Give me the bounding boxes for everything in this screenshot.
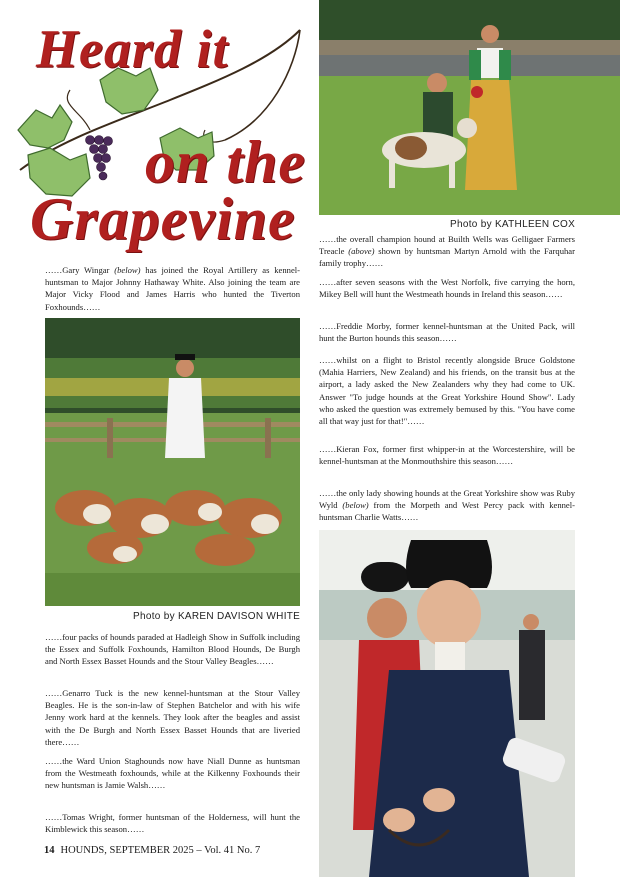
right-paragraph-3: ……Freddie Morby, former kennel-huntsman at the United Pack, will hunt the Burton hounds this season……	[319, 321, 575, 344]
right-paragraph-6	[319, 487, 575, 524]
left-paragraph-2: ……four packs of hounds paraded at Hadleigh Show in Suffolk including the Essex and Suffolk Foxhounds, Hamilton Blood Hounds, De Burgh and North Essex Basset Hounds and the Stour Valley Beagles……	[45, 632, 300, 667]
right-p6-text: ……the only lady showing hounds at the Great Yorkshire show was Ruby Wyld	[319, 488, 575, 511]
right-p1-text-2: shown by huntsman Martyn Arnold with the Farquhar family trophy……	[319, 246, 575, 269]
right-p6-text-2: from the Morpeth and West Percy pack with kennel-huntsman Charlie Watts……	[319, 500, 575, 523]
hound-show-photo	[319, 530, 575, 877]
left-p1-text-2: has joined the Royal Artillery as kennel-huntsman to Major Johnny Hathaway White. Also joining the team are Major Vicky Flood and James Harris who hunted the Tiverton Foxhounds……	[45, 265, 301, 312]
left-p1-text: ……Gary Wingar	[45, 265, 115, 275]
page-number: 14	[44, 845, 55, 856]
title-line-3: Grapevine	[30, 186, 296, 252]
left-paragraph-1	[45, 264, 300, 313]
footer-publication: HOUNDS, SEPTEMBER 2025 – Vol. 41 No. 7	[60, 845, 261, 856]
title-line-1: Heard it	[36, 19, 229, 79]
left-paragraph-5: ……Tomas Wright, former huntsman of the Holderness, will hunt the Kimblewick this season……	[45, 812, 300, 835]
right-paragraph-1	[319, 233, 575, 270]
title-line-2: on the	[145, 129, 307, 195]
right-p1-text: ……the overall champion hound at Builth Wells was Gelligaer Farmers Treacle	[319, 234, 575, 257]
right-paragraph-4: ……whilst on a flight to Bristol recently alongside Bruce Goldstone (Mahia Harriers, New Zealand) and his friends, on the transit bus at the airport, a lady asked the New Zealanders why they had come to UK. Answer "To judge hounds at the Great Yorkshire Hound Show". Lady who asked the question was extremely bemused by this. "You have come all that way just for that!"……	[319, 355, 575, 427]
right-paragraph-2: ……after seven seasons with the West Norfolk, five carrying the horn, Mikey Bell will hunt the Westmeath hounds in Ireland this season……	[319, 277, 575, 300]
left-p1-note: (below)	[114, 265, 141, 275]
right-p1-note: (above)	[348, 246, 375, 257]
page-footer	[44, 845, 260, 856]
left-paragraph-4: ……the Ward Union Staghounds now have Niall Dunne as huntsman from the Westmeath foxhounds, while at the Kilkenny Foxhounds their new huntsman is Jamie Walsh……	[45, 756, 300, 791]
right-p6-note: (below)	[342, 500, 369, 511]
right-paragraph-5: ……Kieran Fox, former first whipper-in at the Worcestershire, will be kennel-huntsman at the Monmouthshire this season……	[319, 444, 575, 467]
hound-champion-photo	[319, 0, 620, 215]
left-paragraph-3: ……Genarro Tuck is the new kennel-huntsman at the Stour Valley Beagles. He is the son-in-law of Stephen Batchelor and with his wife Jenny work hard at the kennels. They look after the beagles and assist with the De Burgh and North Essex Basset Hounds that are liveried there……	[45, 688, 300, 747]
photo-caption-top: Photo by KATHLEEN COX	[450, 219, 576, 230]
kennel-huntsman-photo	[45, 318, 300, 606]
photo-caption-left: Photo by KAREN DAVISON WHITE	[133, 611, 301, 622]
